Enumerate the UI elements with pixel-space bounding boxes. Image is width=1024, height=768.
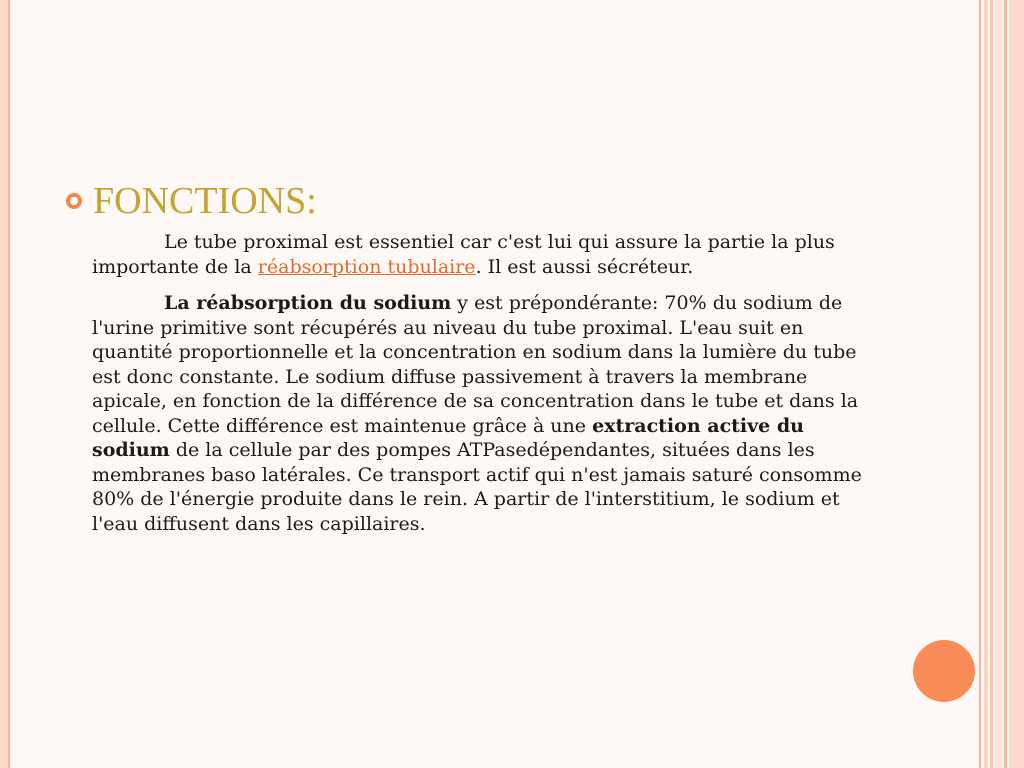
paragraph-2-text-mid: y est prépondérante: 70% du sodium de l'urine primitive sont récupérés au niveau du tube proximal. L'eau suit en quantité proportionnelle et la concentration en sodium dans la lumière du tube est donc constante. Le sodium diffuse passivement à travers la membrane apicale, en fonction de la différence de sa concentration dans le tube et dans la cellule. Cette différence est maintenue grâce à une xyxy=(92,292,859,437)
slide-body xyxy=(92,230,882,548)
left-border-line xyxy=(8,0,10,768)
paragraph-2 xyxy=(92,291,882,536)
right-border-stripe xyxy=(1009,0,1024,768)
ring-bullet-icon xyxy=(66,193,82,209)
slide-heading: FONCTIONS: xyxy=(93,180,317,222)
reabsorption-tubulaire-link[interactable]: réabsorption tubulaire xyxy=(257,255,476,278)
paragraph-2-bold-mid: extraction active du sodium xyxy=(92,414,804,461)
right-border-stripe xyxy=(979,0,981,768)
paragraph-1 xyxy=(92,230,882,279)
right-border-stripe xyxy=(984,0,988,768)
right-border-stripe xyxy=(995,0,1002,768)
paragraph-1-text-before-link: Le tube proximal est essentiel car c'est lui qui assure la partie la plus importante de la xyxy=(92,231,835,278)
right-border-stripe xyxy=(1004,0,1007,768)
paragraph-2-text-end: de la cellule par des pompes ATPasedépendantes, situées dans les membranes baso latérales. Ce transport actif qui n'est jamais saturé consomme 80% de l'énergie produite dans le rein. A partir de l'interstitium, le sodium et l'eau diffusent dans les capillaires. xyxy=(92,439,862,535)
right-border-stripe xyxy=(990,0,993,768)
paragraph-2-bold-lead: La réabsorption du sodium xyxy=(164,292,452,314)
paragraph-1-text-after-link: . Il est aussi sécréteur. xyxy=(475,255,694,278)
orange-circle-decoration xyxy=(913,640,975,702)
left-border-stripe xyxy=(0,0,8,768)
